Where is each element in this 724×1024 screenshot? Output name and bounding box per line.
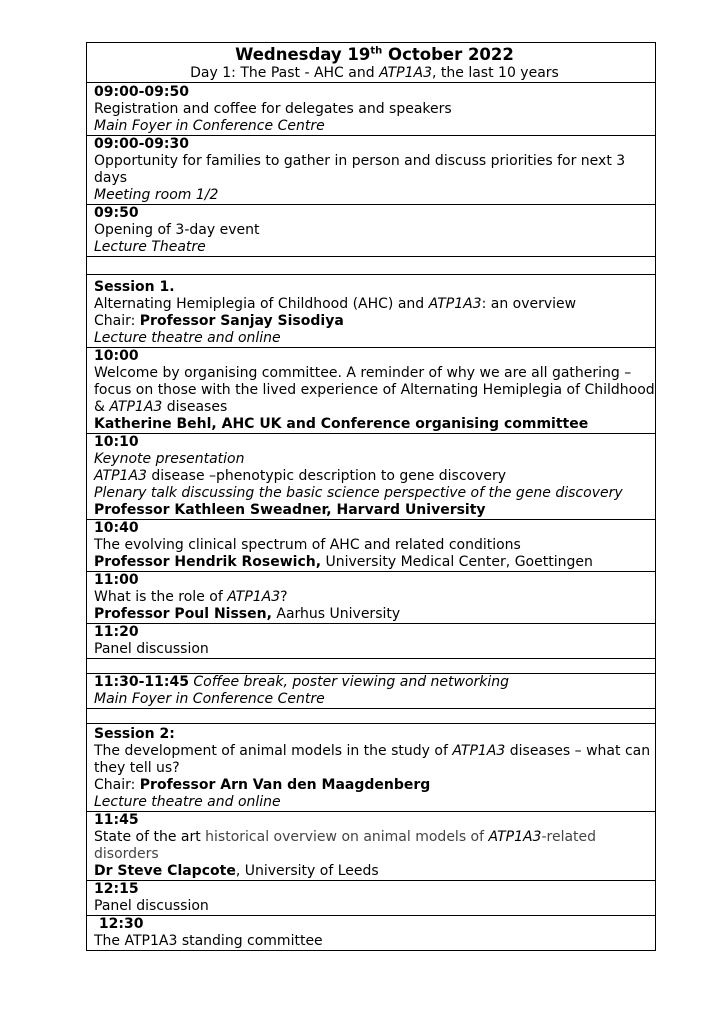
agenda-item-coffee — [87, 674, 656, 709]
table-row — [87, 275, 656, 348]
agenda-item-committee — [87, 916, 656, 951]
table-row — [87, 205, 656, 257]
item-time: 11:20 — [94, 624, 139, 640]
item-kind: Keynote presentation — [94, 451, 245, 467]
item-text: 11:30-11:45 Coffee break, poster viewing and networking — [94, 674, 510, 690]
item-time: 09:00-09:50 — [94, 84, 189, 100]
session-heading: Session 2: — [94, 726, 175, 742]
item-location: Lecture Theatre — [94, 239, 206, 255]
agenda-item-opening — [87, 205, 656, 257]
table-row — [87, 624, 656, 659]
item-location: Lecture theatre and online — [94, 330, 281, 346]
agenda-item-role — [87, 572, 656, 624]
item-description: Plenary talk discussing the basic science perspective of the gene discovery — [94, 485, 623, 501]
page-subtitle: Day 1: The Past - AHC and ATP1A3, the last 10 years — [190, 65, 559, 81]
agenda-item-clinical — [87, 520, 656, 572]
session-title: Alternating Hemiplegia of Childhood (AHC) and ATP1A3: an overview — [94, 296, 577, 312]
item-text: ATP1A3 disease –phenotypic description to gene discovery — [94, 468, 507, 484]
item-location: Main Foyer in Conference Centre — [94, 118, 325, 134]
spacer-row — [87, 257, 656, 275]
table-row — [87, 881, 656, 916]
item-location: Meeting room 1/2 — [94, 187, 219, 203]
item-text: State of the art historical overview on animal models of ATP1A3-related disorders — [94, 829, 597, 862]
session-1-header — [87, 275, 656, 348]
empty-cell — [87, 659, 656, 674]
item-text: The ATP1A3 standing committee — [94, 933, 323, 949]
item-text: Panel discussion — [94, 898, 209, 914]
agenda-item-welcome — [87, 348, 656, 434]
agenda-header-row — [87, 43, 656, 83]
session-2-header — [87, 724, 656, 812]
item-speaker: Dr Steve Clapcote, University of Leeds — [94, 863, 379, 879]
item-speaker: Professor Hendrik Rosewich, University Medical Center, Goettingen — [94, 554, 593, 570]
empty-cell — [87, 257, 656, 275]
table-row — [87, 434, 656, 520]
table-row — [87, 916, 656, 951]
item-time: 11:00 — [94, 572, 139, 588]
item-time: 10:00 — [94, 348, 139, 364]
session-title: The development of animal models in the study of ATP1A3 diseases – what can they tell us? — [94, 743, 651, 776]
table-row — [87, 572, 656, 624]
page-title: Wednesday 19th October 2022 — [235, 45, 514, 64]
item-location: Lecture theatre and online — [94, 794, 281, 810]
item-text: What is the role of ATP1A3? — [94, 589, 288, 605]
table-row — [87, 136, 656, 205]
item-time: 12:30 — [94, 916, 144, 932]
item-text: Welcome by organising committee. A reminder of why we are all gathering – focus on those with the lived experience of Alternating Hemiplegia of Childhood & ATP1A3 diseases — [94, 365, 655, 415]
agenda-item-registration — [87, 83, 656, 136]
agenda-header — [87, 43, 656, 83]
item-time: 10:40 — [94, 520, 139, 536]
table-row — [87, 812, 656, 881]
empty-cell — [87, 709, 656, 724]
agenda-item-keynote — [87, 434, 656, 520]
item-time: 09:00-09:30 — [94, 136, 189, 152]
item-location: Main Foyer in Conference Centre — [94, 691, 325, 707]
table-row — [87, 83, 656, 136]
table-row — [87, 348, 656, 434]
session-chair: Chair: Professor Arn Van den Maagdenberg — [94, 777, 431, 793]
item-text: Panel discussion — [94, 641, 209, 657]
item-time: 12:15 — [94, 881, 139, 897]
table-row — [87, 520, 656, 572]
item-text: Opening of 3-day event — [94, 222, 260, 238]
item-speaker: Professor Kathleen Sweadner, Harvard University — [94, 502, 486, 518]
item-time: 09:50 — [94, 205, 139, 221]
spacer-row — [87, 659, 656, 674]
session-heading: Session 1. — [94, 279, 175, 295]
table-row — [87, 724, 656, 812]
agenda-item-animal-models — [87, 812, 656, 881]
item-text: The evolving clinical spectrum of AHC and related conditions — [94, 537, 521, 553]
agenda-table — [86, 42, 656, 951]
item-speaker: Katherine Behl, AHC UK and Conference organising committee — [94, 416, 589, 432]
item-speaker: Professor Poul Nissen, Aarhus University — [94, 606, 401, 622]
item-text: Registration and coffee for delegates and speakers — [94, 101, 452, 117]
agenda-item-panel — [87, 624, 656, 659]
agenda-item-panel-2 — [87, 881, 656, 916]
agenda-item-families — [87, 136, 656, 205]
session-chair: Chair: Professor Sanjay Sisodiya — [94, 313, 344, 329]
spacer-row — [87, 709, 656, 724]
table-row — [87, 674, 656, 709]
item-time: 10:10 — [94, 434, 139, 450]
item-time: 11:45 — [94, 812, 139, 828]
item-text: Opportunity for families to gather in person and discuss priorities for next 3 days — [94, 153, 626, 186]
